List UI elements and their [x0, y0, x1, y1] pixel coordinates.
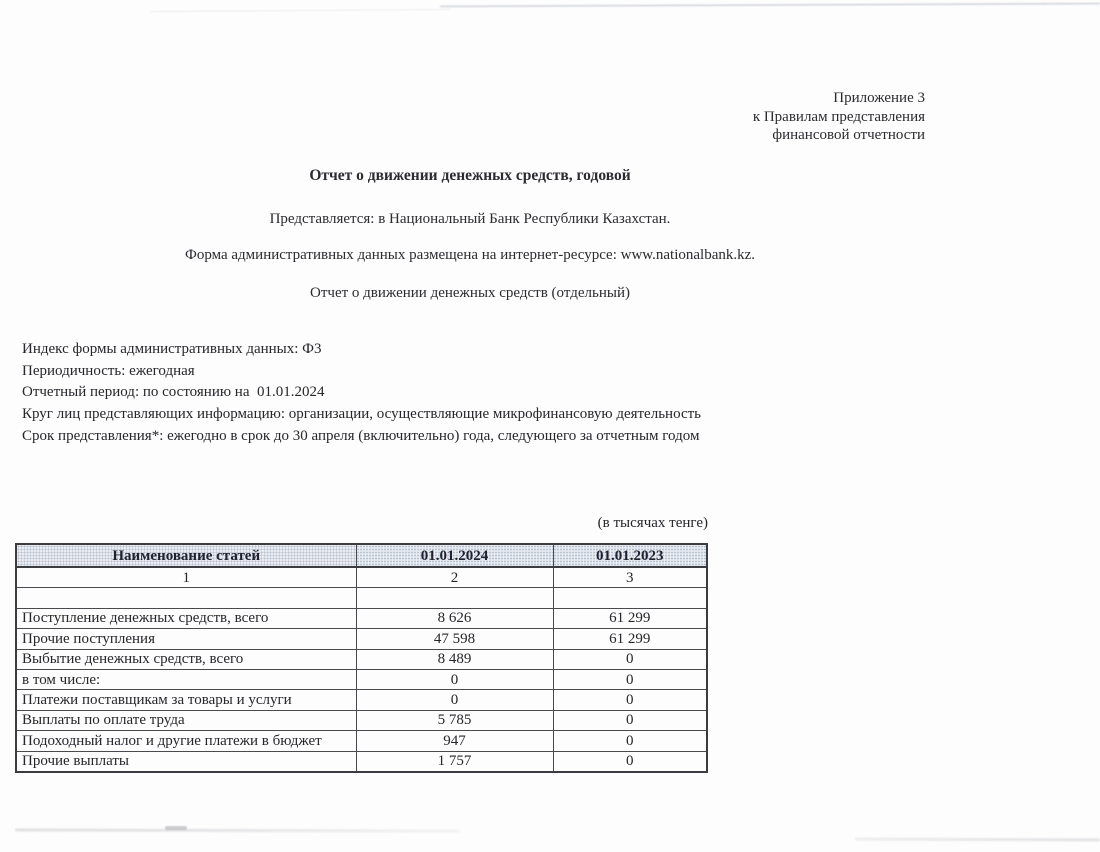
- table-header-row: [16, 544, 707, 567]
- value-2024-cell: 1 757: [356, 751, 553, 772]
- column-number-row: [16, 567, 707, 588]
- value-2024-cell: 0: [356, 690, 553, 710]
- scan-artifact-smudge: [855, 838, 1100, 842]
- meta-periodicity: Периодичность: ежегодная: [22, 362, 195, 379]
- value-2023-cell: 0: [553, 669, 707, 689]
- form-location-line: Форма административных данных размещена на интернет-ресурсе: www.nationalbank.kz.: [184, 247, 756, 263]
- table-row: [16, 710, 707, 730]
- meta-form-index: Индекс формы административных данных: Ф3: [22, 341, 322, 357]
- appendix-line: финансовой отчетности: [772, 127, 925, 143]
- value-2023-cell: 61 299: [553, 608, 707, 628]
- row-label-cell: Выплаты по оплате труда: [16, 710, 356, 730]
- column-header-2024: 01.01.2024: [356, 544, 553, 567]
- document-title: Отчет о движении денежных средств, годовой: [309, 167, 631, 184]
- column-number-cell: 1: [16, 567, 356, 588]
- scan-artifact-smudge: [15, 828, 460, 832]
- appendix-block: [753, 89, 925, 145]
- row-label-cell: Прочие выплаты: [16, 751, 356, 772]
- submitted-to-line: Представляется: в Национальный Банк Республики Казахстан.: [269, 211, 671, 227]
- form-metadata-block: [22, 339, 701, 448]
- document-subtitle: Отчет о движении денежных средств (отдельный): [310, 285, 630, 301]
- column-header-items: Наименование статей: [16, 544, 356, 567]
- value-2023-cell: 0: [553, 649, 707, 669]
- row-label-cell: [16, 588, 356, 608]
- units-note: (в тысячах тенге): [597, 515, 708, 531]
- value-2023-cell: 61 299: [553, 629, 707, 649]
- scan-artifact-line: [440, 3, 1100, 8]
- appendix-line: Приложение 3: [833, 90, 925, 106]
- value-2023-cell: 0: [553, 751, 707, 772]
- table-row: [16, 690, 707, 710]
- table-row: [16, 731, 707, 751]
- value-2024-cell: [356, 588, 553, 608]
- value-2024-cell: 8 626: [356, 608, 553, 628]
- table-row: [16, 751, 707, 772]
- value-2024-cell: 0: [356, 669, 553, 689]
- row-label-cell: Подоходный налог и другие платежи в бюджет: [16, 731, 356, 751]
- column-number-cell: 3: [553, 567, 707, 588]
- appendix-line: к Правилам представления: [752, 108, 925, 125]
- row-label-cell: Выбытие денежных средств, всего: [16, 649, 356, 669]
- meta-deadline: Срок представления*: ежегодно в срок до 30 апреля (включительно) года, следующего за отчетным годом: [22, 427, 700, 444]
- column-header-2023: 01.01.2023: [553, 544, 707, 567]
- value-2024-cell: 947: [356, 731, 553, 751]
- scan-artifact-smudge: [165, 826, 187, 830]
- row-label-cell: Поступление денежных средств, всего: [16, 608, 356, 628]
- column-number-cell: 2: [356, 567, 553, 588]
- meta-providers: Круг лиц представляющих информацию: организации, осуществляющие микрофинансовую деятельность: [22, 406, 701, 423]
- cash-flow-table: [15, 543, 708, 773]
- value-2023-cell: [553, 588, 707, 608]
- value-2024-cell: 47 598: [356, 629, 553, 649]
- value-2024-cell: 8 489: [356, 649, 553, 669]
- value-2023-cell: 0: [553, 731, 707, 751]
- row-label-cell: Прочие поступления: [16, 629, 356, 649]
- value-2024-cell: 5 785: [356, 710, 553, 730]
- meta-reporting-period: Отчетный период: по состоянию на 01.01.2024: [22, 384, 325, 401]
- table-row: [16, 649, 707, 669]
- value-2023-cell: 0: [553, 690, 707, 710]
- table-row-empty: [16, 588, 707, 608]
- row-label-cell: в том числе:: [16, 669, 356, 689]
- row-label-cell: Платежи поставщикам за товары и услуги: [16, 690, 356, 710]
- scan-artifact-line: [150, 9, 450, 12]
- table-row: [16, 608, 707, 628]
- table-row: [16, 629, 707, 649]
- table-row: [16, 669, 707, 689]
- value-2023-cell: 0: [553, 710, 707, 730]
